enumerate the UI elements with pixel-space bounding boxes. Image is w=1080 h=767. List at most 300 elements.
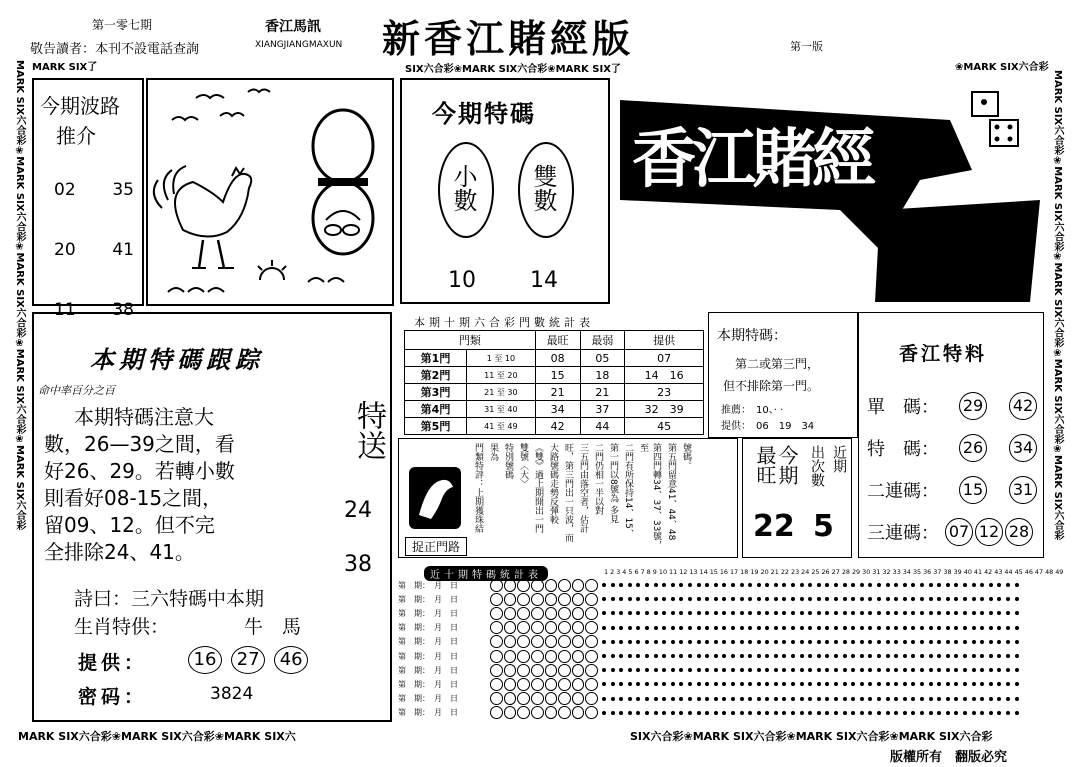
door-cell: 05 (580, 350, 625, 367)
stats-dot (645, 626, 649, 630)
tracking-body-line: 留09、12。但不完 (44, 513, 215, 537)
stats-dot (937, 711, 941, 715)
stats-dot (843, 583, 847, 587)
stats-dot (989, 611, 993, 615)
stats-circle (531, 635, 544, 648)
stats-dot (886, 640, 890, 644)
tracking-body (44, 404, 344, 566)
stats-dot (654, 640, 658, 644)
provide-number: 46 (274, 646, 308, 674)
stats-dot (1006, 711, 1010, 715)
stats-circle (490, 579, 503, 592)
stats-circles (490, 664, 598, 677)
stats-dot (722, 682, 726, 686)
stats-circle (572, 692, 585, 705)
door-cell: 第4門 (405, 401, 467, 418)
stats-dot (860, 583, 864, 587)
stats-dot (636, 597, 640, 601)
stats-dot (980, 682, 984, 686)
stats-dots (602, 597, 1019, 601)
stats-dot (903, 611, 907, 615)
stats-caption: 近十期特碼統計表 (424, 566, 548, 581)
stats-dot (843, 711, 847, 715)
stats-dot (636, 640, 640, 644)
stats-circle (558, 678, 571, 691)
stats-dot (697, 682, 701, 686)
stats-dot (997, 583, 1001, 587)
stats-dot (731, 583, 735, 587)
stats-dot (954, 697, 958, 701)
stats-dot (886, 682, 890, 686)
stats-dot (817, 626, 821, 630)
stats-circle (490, 678, 503, 691)
stats-circle (504, 650, 517, 663)
stats-row (398, 621, 1048, 635)
stats-row-label: 第 期： 月 日 (398, 708, 458, 718)
stats-dot (740, 668, 744, 672)
stats-dot (929, 583, 933, 587)
door-table (404, 330, 704, 435)
stats-dot (825, 640, 829, 644)
stats-circle (517, 678, 530, 691)
stats-circle (545, 621, 558, 634)
stats-dot (989, 626, 993, 630)
hk-special-row (867, 385, 1043, 427)
stats-dot (731, 697, 735, 701)
stats-dot (937, 583, 941, 587)
stats-circle (545, 607, 558, 620)
stats-dot (817, 654, 821, 658)
door-info-column: 號碼。 (681, 443, 691, 470)
stats-dot (774, 597, 778, 601)
zodiac-values: 牛 馬 (244, 616, 302, 638)
stats-dot (817, 640, 821, 644)
stats-circle (531, 593, 544, 606)
stats-dot (619, 711, 623, 715)
stats-dot (937, 654, 941, 658)
door-info-column: 第五門留意41、44、48 (666, 443, 676, 541)
stats-circle (558, 664, 571, 677)
stats-dot (868, 597, 872, 601)
tracking-title: 本期特碼跟踪 (90, 345, 264, 374)
stats-dot (774, 611, 778, 615)
stats-row-label: 第 期： 月 日 (398, 679, 458, 689)
stats-dot (954, 682, 958, 686)
stats-dot (929, 682, 933, 686)
stats-dot (980, 626, 984, 630)
wave-subtitle: 推介 (56, 124, 96, 148)
door-header: 門類 (405, 331, 536, 350)
stats-dot (1006, 583, 1010, 587)
stats-dot (808, 626, 812, 630)
stats-dot (989, 597, 993, 601)
stats-dot (851, 626, 855, 630)
stats-dot (688, 668, 692, 672)
stats-dot (688, 654, 692, 658)
stats-dot (843, 668, 847, 672)
stats-dot (860, 611, 864, 615)
stats-dot (628, 626, 632, 630)
stats-circles (490, 678, 598, 691)
hk-special-row (867, 469, 1043, 511)
stats-row (398, 578, 1048, 592)
stats-dot (860, 682, 864, 686)
stats-row-label: 第 期： 月 日 (398, 651, 458, 661)
stats-dot (628, 668, 632, 672)
stats-row-label: 第 期： 月 日 (398, 623, 458, 633)
stats-dot (946, 697, 950, 701)
hk-special-title: 香江特料 (899, 343, 988, 365)
hk-special-label: 單 碼： (867, 397, 939, 418)
wave-number: 38 (112, 300, 134, 320)
stats-dot (628, 697, 632, 701)
stats-dot (791, 583, 795, 587)
stats-dot (679, 711, 683, 715)
stats-dot (731, 668, 735, 672)
stats-circle (572, 635, 585, 648)
stats-dot (800, 583, 804, 587)
stats-dot (1015, 711, 1019, 715)
stats-dot (645, 697, 649, 701)
stats-circle (504, 579, 517, 592)
stats-dot (757, 583, 761, 587)
stats-dot (817, 711, 821, 715)
stats-dot (705, 640, 709, 644)
stats-dot (679, 697, 683, 701)
stats-dot (834, 682, 838, 686)
stats-circle (517, 692, 530, 705)
wave-number: 20 (54, 240, 76, 260)
stats-dot (628, 711, 632, 715)
hot-box (742, 438, 852, 558)
stats-dot (825, 682, 829, 686)
stats-dot (679, 640, 683, 644)
stats-dot (679, 654, 683, 658)
strip-top-left: MARK SIX了 (32, 62, 98, 73)
stats-dot (671, 668, 675, 672)
stats-dot (722, 640, 726, 644)
stats-dot (929, 597, 933, 601)
this-period-line1: 第二或第三門， (735, 357, 820, 371)
stats-dot (645, 640, 649, 644)
stats-dot (808, 583, 812, 587)
hk-special-number: 28 (1005, 518, 1033, 546)
stats-row (398, 663, 1048, 677)
stats-dot (963, 711, 967, 715)
wave-number: 02 (54, 180, 76, 200)
stats-dot (843, 697, 847, 701)
hk-special-number: 34 (1009, 434, 1037, 462)
tracking-body-line: 本期特碼注意大 (74, 405, 214, 429)
stats-dot (765, 668, 769, 672)
door-info-column: 二門有所保持14、15、 (623, 443, 633, 538)
stats-dot (654, 711, 658, 715)
stats-dot (851, 711, 855, 715)
stats-dot (602, 611, 606, 615)
stats-circle (558, 692, 571, 705)
stats-dot (903, 711, 907, 715)
stats-dot (628, 654, 632, 658)
stats-dot (782, 611, 786, 615)
stats-dot (688, 611, 692, 615)
stats-dots (602, 611, 1019, 615)
stats-circle (558, 706, 571, 719)
stats-dot (774, 640, 778, 644)
stats-dot (834, 697, 838, 701)
stats-dot (619, 597, 623, 601)
stats-circle (531, 678, 544, 691)
hk-special-label: 三連碼： (867, 523, 939, 544)
stats-dot (791, 668, 795, 672)
stats-dot (868, 654, 872, 658)
stats-dot (963, 668, 967, 672)
hot-value-2: 5 (813, 509, 834, 544)
stats-dot (671, 626, 675, 630)
stats-dot (679, 597, 683, 601)
stats-dot (997, 626, 1001, 630)
stats-dot (1006, 654, 1010, 658)
stats-dot (886, 597, 890, 601)
stats-dot (791, 626, 795, 630)
stats-dot (868, 682, 872, 686)
door-cell: 第3門 (405, 384, 467, 401)
stats-dot (782, 640, 786, 644)
stats-circle (545, 635, 558, 648)
stats-dot (963, 682, 967, 686)
stats-dot (980, 583, 984, 587)
notice: 敬告讀者：本刊不設電話查詢 (30, 42, 200, 57)
strip-left-vertical: MARK SIX六合彩❀MARK SIX六合彩❀MARK SIX六合彩❀MARK SIX六合彩❀MARK SIX六合彩 (14, 60, 25, 531)
door-cell: 11 至 20 (467, 367, 536, 384)
stats-dot (740, 697, 744, 701)
stats-dot (654, 597, 658, 601)
stats-dots (602, 697, 1019, 701)
door-info-column: 《雙》過上期開出一門 (533, 443, 543, 533)
stats-dot (791, 711, 795, 715)
stats-dot (946, 711, 950, 715)
issue-number: 第一零七期 (92, 18, 153, 32)
stats-dot (748, 697, 752, 701)
wave-number: 35 (112, 180, 134, 200)
stats-dot (731, 654, 735, 658)
stats-dot (688, 682, 692, 686)
stats-dots (602, 640, 1019, 644)
stats-dot (757, 640, 761, 644)
stats-dot (697, 711, 701, 715)
stats-dot (602, 711, 606, 715)
hk-special-box (858, 312, 1044, 558)
stats-dot (705, 611, 709, 615)
stats-dot (748, 583, 752, 587)
small-number-value: 10 (448, 268, 476, 293)
stats-dot (972, 654, 976, 658)
stats-circle (531, 579, 544, 592)
stats-dot (911, 682, 915, 686)
stats-circle (490, 650, 503, 663)
stats-circle (585, 706, 598, 719)
stats-dot (791, 682, 795, 686)
stats-dot (954, 611, 958, 615)
stats-dot (731, 626, 735, 630)
stats-dot (662, 611, 666, 615)
stats-dot (860, 597, 864, 601)
stats-circle (490, 593, 503, 606)
stats-dot (714, 668, 718, 672)
stats-dot (679, 583, 683, 587)
stats-dot (697, 654, 701, 658)
stats-dot (877, 654, 881, 658)
stats-dot (748, 668, 752, 672)
stats-dot (740, 626, 744, 630)
stats-circle (585, 664, 598, 677)
stats-dot (602, 640, 606, 644)
stats-dot (1015, 668, 1019, 672)
stats-dot (980, 711, 984, 715)
stats-dot (920, 668, 924, 672)
stats-circle (545, 706, 558, 719)
stats-dot (929, 626, 933, 630)
stats-dot (697, 640, 701, 644)
stats-circle (504, 664, 517, 677)
door-table-header (405, 331, 704, 350)
stats-dot (877, 583, 881, 587)
stats-circles (490, 593, 598, 606)
stats-dot (903, 697, 907, 701)
stats-dot (791, 597, 795, 601)
stats-dot (817, 597, 821, 601)
hand-icon (405, 463, 465, 533)
stats-dot (662, 626, 666, 630)
door-image-label: 捉正門路 (405, 537, 467, 556)
stats-dot (714, 626, 718, 630)
stats-dot (946, 654, 950, 658)
stats-dot (628, 611, 632, 615)
stats-row (398, 677, 1048, 691)
stats-dot (722, 626, 726, 630)
stats-dot (954, 654, 958, 658)
door-image (405, 463, 465, 553)
stats-dot (740, 597, 744, 601)
door-info-column: 旺，第三門出一只波，而 (563, 443, 573, 542)
stats-circle (517, 664, 530, 677)
stats-dot (791, 654, 795, 658)
stats-dot (817, 668, 821, 672)
stats-dot (825, 626, 829, 630)
stats-circle (585, 579, 598, 592)
stats-dot (937, 640, 941, 644)
stats-dot (877, 626, 881, 630)
stats-dot (662, 640, 666, 644)
stats-dot (868, 611, 872, 615)
stats-dot (972, 640, 976, 644)
hk-special-number: 15 (959, 476, 987, 504)
stats-dot (894, 583, 898, 587)
stats-dot (645, 597, 649, 601)
stats-dot (679, 682, 683, 686)
door-cell: 32 39 (625, 401, 704, 418)
stats-row-label: 第 期： 月 日 (398, 637, 458, 647)
stats-circle (585, 678, 598, 691)
stats-dot (765, 711, 769, 715)
stats-dot (911, 597, 915, 601)
wave-row (54, 220, 134, 280)
stats-circle (572, 607, 585, 620)
stats-dot (980, 611, 984, 615)
stats-dot (748, 640, 752, 644)
stats-dot (851, 682, 855, 686)
stats-dot (954, 640, 958, 644)
wave-row (54, 160, 134, 220)
stats-dot (800, 597, 804, 601)
stats-dot (791, 697, 795, 701)
stats-dot (886, 711, 890, 715)
stats-circle (517, 593, 530, 606)
door-cell: 第1門 (405, 350, 467, 367)
stats-dot (886, 626, 890, 630)
stats-dot (817, 682, 821, 686)
stats-dot (1015, 640, 1019, 644)
hk-special-number: 31 (1009, 476, 1037, 504)
stats-circle (490, 692, 503, 705)
stats-dot (903, 668, 907, 672)
stats-dot (602, 668, 606, 672)
stats-dot (757, 697, 761, 701)
stats-dots (602, 583, 1019, 587)
stats-dot (972, 597, 976, 601)
stats-dot (654, 583, 658, 587)
stats-dot (920, 611, 924, 615)
stats-dot (697, 597, 701, 601)
stats-dot (765, 697, 769, 701)
stats-circle (504, 678, 517, 691)
tracking-box (32, 312, 392, 722)
stats-dot (662, 597, 666, 601)
stats-dot (963, 611, 967, 615)
stats-dot (671, 640, 675, 644)
stats-dot (997, 654, 1001, 658)
stats-dot (611, 583, 615, 587)
stats-dot (722, 583, 726, 587)
stats-dot (714, 711, 718, 715)
stats-dot (628, 597, 632, 601)
hk-special-row (867, 427, 1043, 469)
stats-dot (808, 597, 812, 601)
stats-dot (611, 711, 615, 715)
stats-row (398, 706, 1048, 720)
stats-dot (782, 711, 786, 715)
stats-dot (860, 668, 864, 672)
stats-dot (714, 682, 718, 686)
stats-dot (782, 682, 786, 686)
stats-circles (490, 692, 598, 705)
tracking-body-line: 則看好08-15之間， (44, 486, 223, 510)
stats-dot (774, 711, 778, 715)
stats-dots (602, 654, 1019, 658)
stats-dot (946, 626, 950, 630)
stats-circle (545, 692, 558, 705)
stats-dot (980, 697, 984, 701)
stats-dot (645, 583, 649, 587)
stats-dot (860, 626, 864, 630)
stats-circle (531, 664, 544, 677)
stats-dot (757, 626, 761, 630)
gift-label: 特送 (351, 400, 386, 460)
stats-dot (920, 711, 924, 715)
stats-dot (705, 583, 709, 587)
stats-dot (851, 668, 855, 672)
stats-dot (800, 668, 804, 672)
stats-dot (1015, 697, 1019, 701)
